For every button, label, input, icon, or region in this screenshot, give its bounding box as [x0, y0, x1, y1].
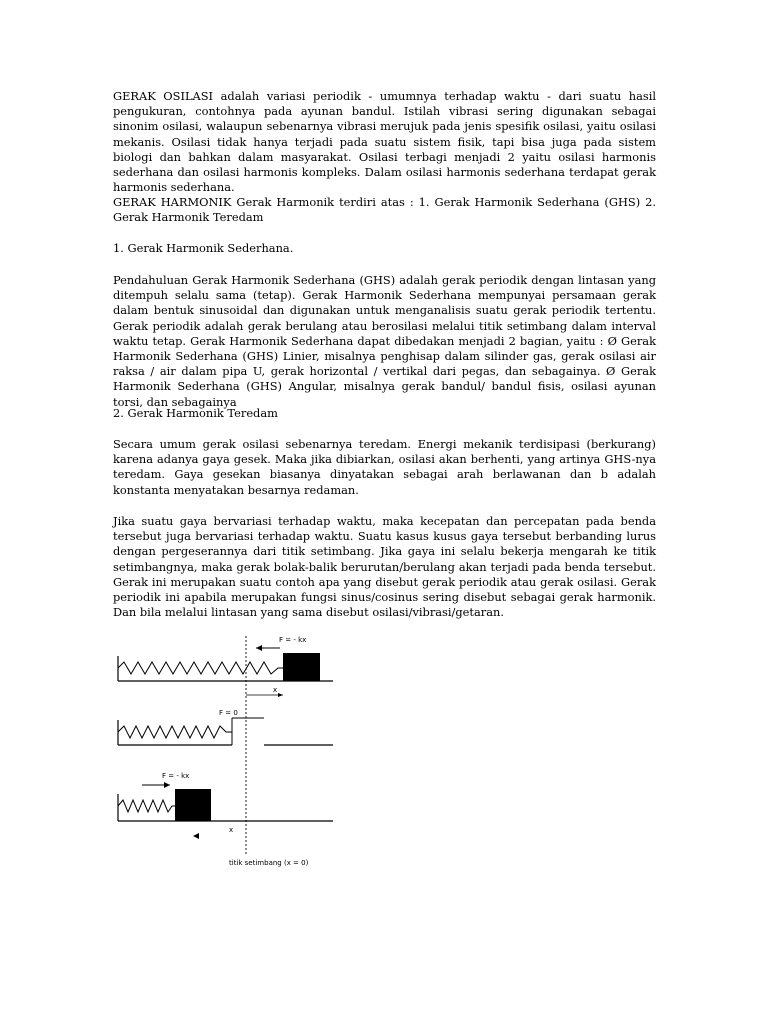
displacement-arrowhead-top: [278, 693, 283, 697]
force-arrowhead-top: [256, 645, 262, 651]
spring-system-compressed: [118, 772, 333, 839]
equilibrium-label: titik setimbang (x = 0): [229, 859, 309, 867]
force-arrowhead-bottom: [164, 782, 170, 788]
force-zero-label: F = 0: [219, 709, 238, 717]
x-label-bottom: x: [229, 826, 234, 834]
paragraph-teredam: Secara umum gerak osilasi sebenarnya teredam. Energi mekanik terdisipasi (berkurang) karena adanya gaya gesek. Maka jika dibiarkan, osilasi akan berhenti, yang artinya GHS-nya teredam. Gaya gesekan biasanya dinyatakan sebagai arah berlawanan dan b adalah konstanta menyatakan besarnya redaman.: [113, 437, 656, 497]
paragraph-gerak-osilasi: GERAK OSILASI adalah variasi periodik - umumnya terhadap waktu - dari suatu hasil pengukuran, contohnya pada ayunan bandul. Istilah vibrasi sering digunakan sebagai sinonim osilasi, walaupun sebenarnya vibrasi merujuk pada jenis spesifik osilasi, yaitu osilasi mekanis. Osilasi tidak hanya terjadi pada suatu sistem fisik, tapi bisa juga pada sistem biologi dan bahkan dalam masyarakat. Osilasi terbagi menjadi 2 yaitu osilasi harmonis sederhana dan osilasi harmonis kompleks. Dalam osilasi harmonis sederhana terdapat gerak harmonis sederhana.: [113, 89, 656, 195]
mass-block-bottom: [175, 789, 211, 821]
paragraph-ghs-intro: Pendahuluan Gerak Harmonik Sederhana (GHS) adalah gerak periodik dengan lintasan yang ditempuh selalu sama (tetap). Gerak Harmonik Sederhana mempunyai persamaan gerak dalam bentuk sinusoidal dan digunakan untuk menganalisis suatu gerak periodik tertentu. Gerak periodik adalah gerak berulang atau berosilasi melalui titik setimbang dalam interval waktu tetap. Gerak Harmonik Sederhana dapat dibedakan menjadi 2 bagian, yaitu : Ø Gerak Harmonik Sederhana (GHS) Linier, misalnya penghisap dalam silinder gas, gerak osilasi air raksa / air dalam pipa U, gerak horizontal / vertikal dari pegas, dan sebagainya. Ø Gerak Harmonik Sederhana (GHS) Angular, misalnya gerak bandul/ bandul fisis, osilasi ayunan torsi, dan sebagainya: [113, 273, 656, 409]
heading-ghs: 1. Gerak Harmonik Sederhana.: [113, 241, 294, 255]
paragraph-gaya-bervariasi: Jika suatu gaya bervariasi terhadap waktu, maka kecepatan dan percepatan pada benda tersebut juga bervariasi terhadap waktu. Suatu kasus kusus gaya tersebut berbanding lurus dengan pergeserannya dari titik setimbang. Jika gaya ini selalu bekerja mengarah ke titik setimbangnya, maka gerak bolak-balik berurutan/berulang akan terjadi pada benda tersebut. Gerak ini merupakan suatu contoh apa yang disebut gerak periodik atau gerak osilasi. Gerak periodik ini apabila merupakan fungsi sinus/cosinus sering disebut sebagai gerak harmonik. Dan bila melalui lintasan yang sama disebut osilasi/vibrasi/getaran.: [113, 514, 656, 620]
displacement-arrowhead-bottom: [193, 833, 199, 839]
heading-teredam: 2. Gerak Harmonik Teredam: [113, 406, 278, 420]
spring-top: [118, 662, 283, 674]
spring-system-stretched: [118, 636, 333, 697]
x-label-top: x: [273, 686, 278, 694]
force-label-bottom: F = - kx: [162, 772, 190, 780]
paragraph-gerak-harmonik: GERAK HARMONIK Gerak Harmonik terdiri atas : 1. Gerak Harmonik Sederhana (GHS) 2. Gerak Harmonik Teredam: [113, 195, 656, 225]
force-label-top: F = - kx: [279, 636, 307, 644]
mass-block-top: [283, 653, 320, 681]
spring-bottom: [118, 800, 175, 812]
spring-middle: [118, 726, 232, 738]
spring-system-equilibrium: [118, 709, 333, 745]
